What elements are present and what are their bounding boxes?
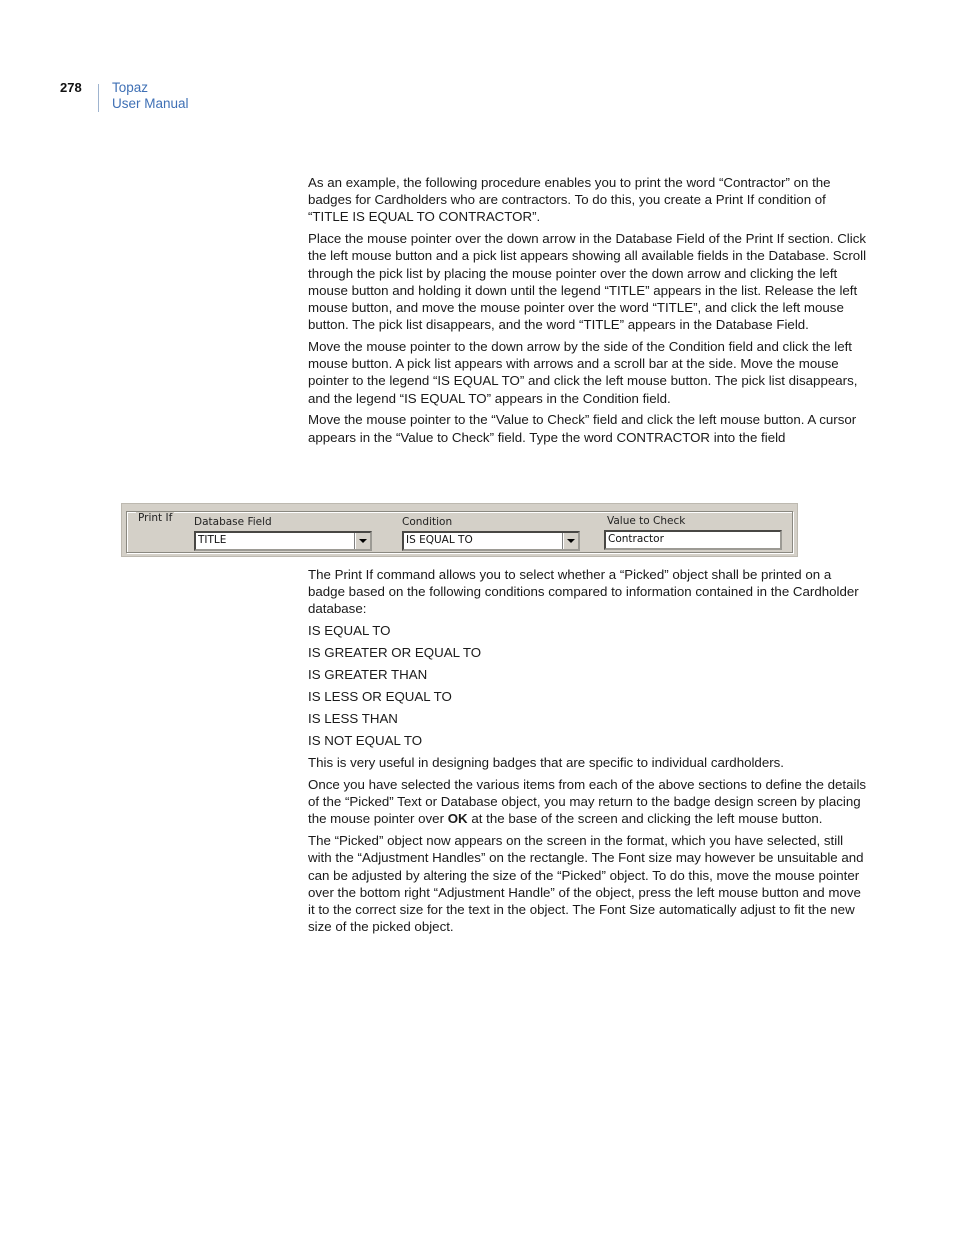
database-field-select[interactable] <box>194 531 372 551</box>
paragraph: The Print If command allows you to select whether a “Picked” object shall be printed on a badge based on the following conditions compared to information contained in the Cardholder database: <box>308 567 859 617</box>
page-number: 278 <box>60 80 82 95</box>
paragraph: Move the mouse pointer to the down arrow by the side of the Condition field and click the left mouse button. A pick list appears with arrows and a scroll bar at the side. Move the mouse pointer to the legend “IS EQUAL TO” and click the left mouse button. The pick list disappears, and the legend “IS EQUAL TO” appears in the Condition field. <box>308 339 858 406</box>
value-to-check-value: Contractor <box>608 533 664 545</box>
condition-select[interactable] <box>402 531 580 551</box>
condition-item: IS LESS THAN <box>308 711 398 727</box>
condition-item: IS LESS OR EQUAL TO <box>308 689 452 705</box>
print-if-panel <box>121 503 798 557</box>
paragraph-text: at the base of the screen and clicking the left mouse button. <box>467 811 823 827</box>
running-header <box>112 80 189 112</box>
database-field-value: TITLE <box>198 534 227 546</box>
intro-text <box>308 174 870 450</box>
value-to-check-input[interactable] <box>604 530 782 550</box>
ok-keyword: OK <box>447 811 468 827</box>
condition-item: IS GREATER THAN <box>308 667 428 683</box>
details-text <box>308 566 870 940</box>
paragraph: This is very useful in designing badges that are specific to individual cardholders. <box>308 755 784 771</box>
header-subtitle: User Manual <box>112 96 189 111</box>
paragraph <box>308 776 870 828</box>
paragraph: Place the mouse pointer over the down arrow in the Database Field of the Print If section. Click the left mouse button and a pick list appears showing all available fields in the Database. Scroll through the pick list by placing the mouse pointer over the down arrow and clicking the left mouse button and holding it down until the legend “TITLE” appears in the list. Release the left mouse button, and move the mouse pointer over the word “TITLE”, and click the left mouse button. The pick list disappears, and the word “TITLE” appears in the Database Field. <box>308 231 867 333</box>
paragraph: The “Picked” object now appears on the screen in the format, which you have selected, still with the “Adjustment Handles” on the rectangle. The Font size may however be unsuitable and can be adjusted by altering the size of the “Picked” object. To do this, move the mouse pointer over the bottom right “Adjustment Handle” of the object, press the left mouse button and move it to the correct size for the text in the object. The Font Size automatically adjust to fit the new size of the picked object. <box>308 833 864 935</box>
print-if-title: Print If <box>138 512 173 524</box>
header-divider <box>98 84 99 112</box>
chevron-down-icon[interactable] <box>563 533 578 549</box>
paragraph-text: Once you have selected the various items from each of the above sections to define the details of the “Picked” Text or Database object, you may return to the badge design screen by placing the mouse pointer over <box>308 777 867 827</box>
value-to-check-label: Value to Check <box>607 515 686 527</box>
condition-value: IS EQUAL TO <box>406 534 473 546</box>
paragraph: As an example, the following procedure enables you to print the word “Contractor” on the badges for Cardholders who are contractors. To do this, you create a Print If condition of “TITLE IS EQUAL TO CONTRACTOR”. <box>308 175 831 225</box>
paragraph: Move the mouse pointer to the “Value to Check” field and click the left mouse button. A cursor appears in the “Value to Check” field. Type the word CONTRACTOR into the field <box>308 412 857 445</box>
condition-label: Condition <box>402 516 453 528</box>
chevron-down-icon[interactable] <box>355 533 370 549</box>
database-field-label: Database Field <box>194 516 272 528</box>
condition-item: IS EQUAL TO <box>308 623 391 639</box>
header-title: Topaz <box>112 80 149 95</box>
condition-item: IS NOT EQUAL TO <box>308 733 423 749</box>
condition-item: IS GREATER OR EQUAL TO <box>308 645 482 661</box>
